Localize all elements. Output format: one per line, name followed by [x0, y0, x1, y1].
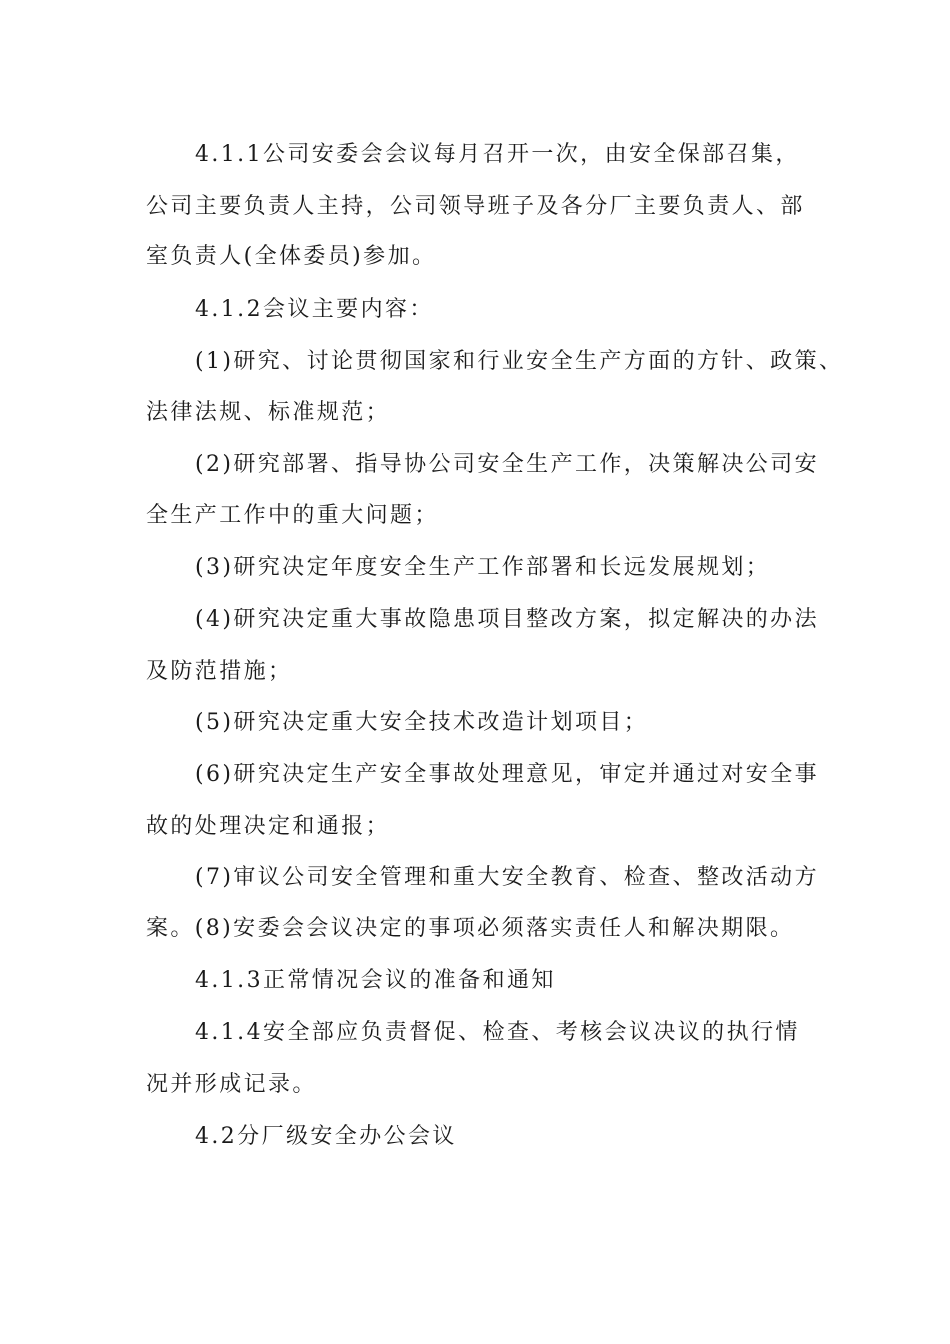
paragraph-4-1-1-line-3: 室负责人(全体委员)参加。: [146, 244, 437, 269]
item-6-line-1: (6)研究决定生产安全事故处理意见，审定并通过对安全事: [195, 762, 819, 787]
item-7-8-line-2: 案。(8)安委会会议决定的事项必须落实责任人和解决期限。: [146, 916, 795, 941]
item-2-line-2: 全生产工作中的重大问题；: [146, 503, 439, 528]
item-1-line-2: 法律法规、标准规范；: [146, 400, 391, 425]
paragraph-4-1-4-line-2: 况并形成记录。: [146, 1072, 317, 1097]
item-3: (3)研究决定年度安全生产工作部署和长远发展规划；: [195, 555, 771, 580]
item-4-line-2: 及防范措施；: [146, 659, 293, 684]
section-heading-4-2: 4.2分厂级安全办公会议: [195, 1124, 457, 1149]
item-7-line-1: (7)审议公司安全管理和重大安全教育、检查、整改活动方: [195, 865, 819, 890]
item-1-line-1: (1)研究、讨论贯彻国家和行业安全生产方面的方针、政策、: [195, 349, 844, 374]
paragraph-4-1-4-line-1: 4.1.4安全部应负责督促、检查、考核会议决议的执行情: [195, 1020, 800, 1045]
item-6-line-2: 故的处理决定和通报；: [146, 814, 391, 839]
item-4-line-1: (4)研究决定重大事故隐患项目整改方案，拟定解决的办法: [195, 607, 819, 632]
paragraph-4-1-3: 4.1.3正常情况会议的准备和通知: [195, 968, 556, 993]
paragraph-4-1-2: 4.1.2会议主要内容：: [195, 297, 434, 322]
item-2-line-1: (2)研究部署、指导协公司安全生产工作，决策解决公司安: [195, 452, 819, 477]
item-5: (5)研究决定重大安全技术改造计划项目；: [195, 710, 649, 735]
paragraph-4-1-1-line-2: 公司主要负责人主持，公司领导班子及各分厂主要负责人、部: [146, 194, 805, 219]
paragraph-4-1-1-line-1: 4.1.1公司安委会会议每月召开一次，由安全保部召集，: [195, 142, 800, 167]
